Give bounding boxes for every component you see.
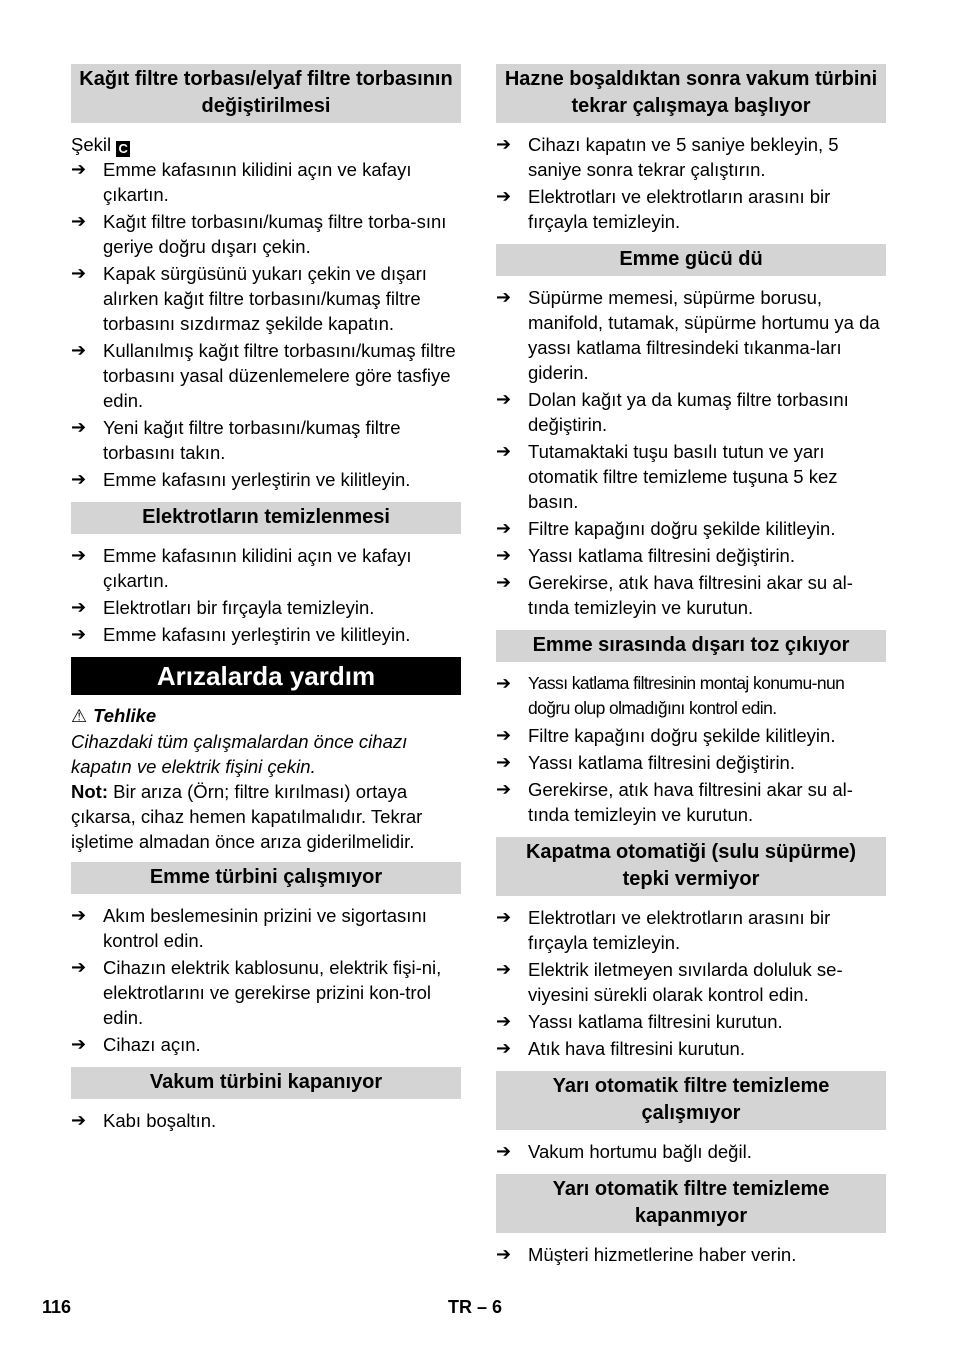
section-title-filter-bag: Kağıt filtre torbası/elyaf filtre torbasının değiştirilmesi [71,64,461,123]
list-item: ➔ Kullanılmış kağıt filtre torbasını/kumaş filtre torbasını yasal düzenlemelere göre tasfiye edin. [71,340,456,411]
list-item: ➔ Tutamaktaki tuşu basılı tutun ve yarı otomatik filtre temizleme tuşuna 5 kez basın. [496,441,838,512]
right-column [496,64,886,1269]
chapter-title: Arızalarda yardım [71,657,461,695]
figure-reference [71,132,461,157]
section-title-dust-escapes: Emme sırasında dışarı toz çıkıyor [496,630,886,662]
list-item: ➔ Yassı katlama filtresini kurutun. [496,1011,783,1032]
arrow-right-icon: ➔ [71,159,87,179]
arrow-right-icon: ➔ [71,263,87,283]
section-title-filter-cleaning-not-stopping: Yarı otomatik filtre temizleme kapanmıyor [496,1174,886,1233]
list-item: ➔ Filtre kapağını doğru şekilde kilitleyin. [496,518,836,539]
figure-label: Şekil [71,134,112,155]
arrow-right-icon: ➔ [496,725,512,745]
arrow-right-icon: ➔ [71,1110,87,1130]
arrow-right-icon: ➔ [496,1141,512,1161]
arrow-right-icon: ➔ [71,957,87,977]
arrow-right-icon: ➔ [496,752,512,772]
section-title-electrodes: Elektrotların temizlenmesi [71,502,461,534]
list-item: ➔ Gerekirse, atık hava filtresini akar su al-tında temizleyin ve kurutun. [496,779,853,825]
list-item: ➔ Emme kafasının kilidini açın ve kafayı çıkartın. [71,545,412,591]
arrow-right-icon: ➔ [496,545,512,565]
list-item: ➔ Süpürme memesi, süpürme borusu, manifold, tutamak, süpürme hortumu ya da yassı katlama filtresindeki tıkanma-ları giderin. [496,287,880,383]
arrow-right-icon: ➔ [71,340,87,360]
list-item: ➔ Cihazın elektrik kablosunu, elektrik fişi-ni, elektrotlarını ve gerekirse prizini kon-trol edin. [71,957,442,1028]
arrow-right-icon: ➔ [496,287,512,307]
arrow-right-icon: ➔ [71,211,87,231]
arrow-right-icon: ➔ [496,441,512,461]
arrow-right-icon: ➔ [496,673,512,693]
page-number: 116 [42,1297,72,1317]
list-item: ➔ Vakum hortumu bağlı değil. [496,1141,752,1162]
left-column [71,64,461,1135]
list-item: ➔ Kapak sürgüsünü yukarı çekin ve dışarı alırken kağıt filtre torbasını/kumaş filtre torbasını sızdırmaz şekilde kapatın. [71,263,427,334]
section-page-label: TR – 6 [448,1297,503,1317]
section-title-turbine-shuts-off: Vakum türbini kapanıyor [71,1067,461,1099]
list-item: ➔ Kabı boşaltın. [71,1110,217,1131]
list-item: ➔ Cihazı kapatın ve 5 saniye bekleyin, 5 saniye sonra tekrar çalıştırın. [496,134,839,180]
arrow-right-icon: ➔ [71,545,87,565]
list-item: ➔ Emme kafasını yerleştirin ve kilitleyin. [71,624,411,645]
arrow-right-icon: ➔ [71,624,87,644]
list-item: ➔ Yeni kağıt filtre torbasını/kumaş filtre torbasını takın. [71,417,401,463]
warning-heading: ⚠ Tehlike [71,705,157,726]
arrow-right-icon: ➔ [496,907,512,927]
section-title-turbine-restarts: Hazne boşaldıktan sonra vakum türbini tekrar çalışmaya başlıyor [496,64,886,123]
arrow-right-icon: ➔ [71,597,87,617]
list-item: ➔ Müşteri hizmetlerine haber verin. [496,1244,797,1265]
list-item: ➔ Kağıt filtre torbasını/kumaş filtre torba-sını geriye doğru dışarı çekin. [71,211,447,257]
list-item: ➔ Cihazı açın. [71,1034,201,1055]
arrow-right-icon: ➔ [496,1244,512,1264]
arrow-right-icon: ➔ [496,186,512,206]
list-item: ➔ Yassı katlama filtresinin montaj konumu-nun doğru olup olmadığını kontrol edin. [496,671,886,721]
section-title-suction-power: Emme gücü dü [496,244,886,276]
arrow-right-icon: ➔ [71,1034,87,1054]
section-title-filter-cleaning-not-working: Yarı otomatik filtre temizleme çalışmıyor [496,1071,886,1130]
arrow-right-icon: ➔ [496,779,512,799]
note-label: Not: [71,781,108,802]
list-item: ➔ Gerekirse, atık hava filtresini akar su al-tında temizleyin ve kurutun. [496,572,853,618]
list-item: ➔ Emme kafasını yerleştirin ve kilitleyin. [71,469,411,490]
list-item: ➔ Yassı katlama filtresini değiştirin. [496,752,795,773]
list-item: ➔ Akım beslemesinin prizini ve sigortasını kontrol edin. [71,905,427,951]
warning-triangle-icon: ⚠ [71,706,88,726]
arrow-right-icon: ➔ [496,572,512,592]
section-title-turbine-not-running: Emme türbini çalışmıyor [71,862,461,894]
list-item: ➔ Elektrotları ve elektrotların arasını bir fırçayla temizleyin. [496,907,831,953]
list-item: ➔ Elektrik iletmeyen sıvılarda doluluk se-viyesini sürekli olarak kontrol edin. [496,959,843,1005]
arrow-right-icon: ➔ [71,417,87,437]
arrow-right-icon: ➔ [496,1038,512,1058]
warning-text: Cihazdaki tüm çalışmalardan önce cihazı kapatın ve elektrik fişini çekin. [71,731,408,777]
list-item: ➔ Elektrotları ve elektrotların arasını bir fırçayla temizleyin. [496,186,831,232]
arrow-right-icon: ➔ [496,389,512,409]
arrow-right-icon: ➔ [496,1011,512,1031]
arrow-right-icon: ➔ [496,959,512,979]
section-title-auto-shutoff: Kapatma otomatiği (sulu süpürme) tepki vermiyor [496,837,886,896]
list-item: ➔ Elektrotları bir fırçayla temizleyin. [71,597,375,618]
arrow-right-icon: ➔ [71,905,87,925]
arrow-right-icon: ➔ [71,469,87,489]
arrow-right-icon: ➔ [496,518,512,538]
list-item: ➔ Emme kafasının kilidini açın ve kafayı çıkartın. [71,159,412,205]
list-item: ➔ Yassı katlama filtresini değiştirin. [496,545,795,566]
note-text: Not: Bir arıza (Örn; filtre kırılması) ortaya çıkarsa, cihaz hemen kapatılmalıdır. Tekrar işletime almadan önce arıza giderilmelidir. [71,781,423,852]
figure-ref-badge: C [116,141,130,157]
arrow-right-icon: ➔ [496,134,512,154]
list-item: ➔ Filtre kapağını doğru şekilde kilitleyin. [496,725,836,746]
list-item: ➔ Dolan kağıt ya da kumaş filtre torbasını değiştirin. [496,389,849,435]
list-item: ➔ Atık hava filtresini kurutun. [496,1038,745,1059]
